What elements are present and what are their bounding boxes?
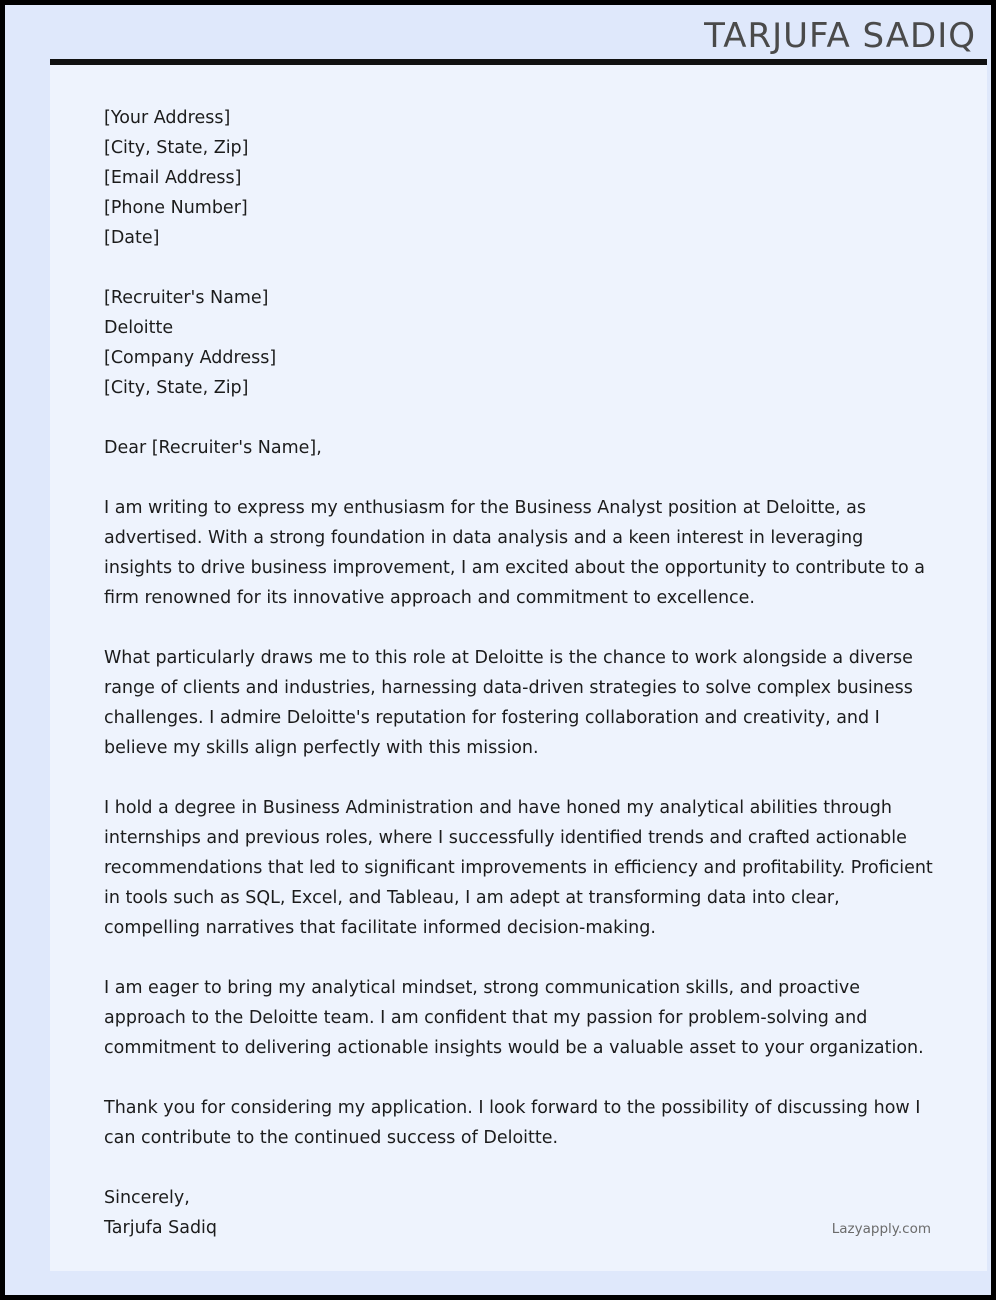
left-margin-strip: [10, 10, 50, 1290]
recipient-address-line: [Recruiter's Name]: [104, 288, 269, 308]
letter-paragraph: I am eager to bring my analytical mindset, strong communication skills, and proactive approach to the Deloitte team. I am confident that my passion for problem-solving and commitment to delivering actionable insights would be a valuable asset to your organization.: [104, 978, 924, 1058]
closing-block: [104, 1183, 933, 1243]
document-header: [50, 10, 986, 62]
bottom-margin-strip: [10, 1270, 986, 1290]
sender-address-line: [Date]: [104, 228, 160, 248]
salutation: Dear [Recruiter's Name],: [104, 438, 322, 458]
sender-address-line: [Phone Number]: [104, 198, 248, 218]
letter-paragraph: What particularly draws me to this role at Deloitte is the chance to work alongside a diverse range of clients and industries, harnessing data-driven strategies to solve complex business challenges. I admire Deloitte's reputation for fostering collaboration and creativity, and I believe my skills align perfectly with this mission.: [104, 648, 913, 758]
recipient-address-block: [104, 283, 933, 403]
recipient-address-line: [City, State, Zip]: [104, 378, 249, 398]
sender-address-line: [Email Address]: [104, 168, 242, 188]
watermark: Lazyapply.com: [831, 1221, 931, 1237]
letter-sheet: [50, 65, 987, 1271]
letter-paragraph: I am writing to express my enthusiasm for the Business Analyst position at Deloitte, as advertised. With a strong foundation in data analysis and a keen interest in leveraging insights to drive business improvement, I am excited about the opportunity to contribute to a firm renowned for its innovative approach and commitment to excellence.: [104, 498, 925, 608]
sender-address-line: [Your Address]: [104, 108, 231, 128]
cover-letter-body: [104, 103, 933, 1243]
recipient-address-line: [Company Address]: [104, 348, 277, 368]
sender-address-line: [City, State, Zip]: [104, 138, 249, 158]
letter-paragraph: I hold a degree in Business Administration and have honed my analytical abilities through internships and previous roles, where I successfully identified trends and crafted actionable recommendations that led to significant improvements in efficiency and profitability. Proficient in tools such as SQL, Excel, and Tableau, I am adept at transforming data into clear, compelling narratives that facilitate informed decision-making.: [104, 798, 933, 938]
closing-text: Sincerely,: [104, 1188, 190, 1208]
letter-paragraph: Thank you for considering my application. I look forward to the possibility of discussing how I can contribute to the continued success of Deloitte.: [104, 1098, 921, 1148]
sender-address-block: [104, 103, 933, 253]
signature-name: Tarjufa Sadiq: [104, 1218, 218, 1238]
recipient-address-line: Deloitte: [104, 318, 174, 338]
page-title: TARJUFA SADIQ: [704, 16, 976, 56]
